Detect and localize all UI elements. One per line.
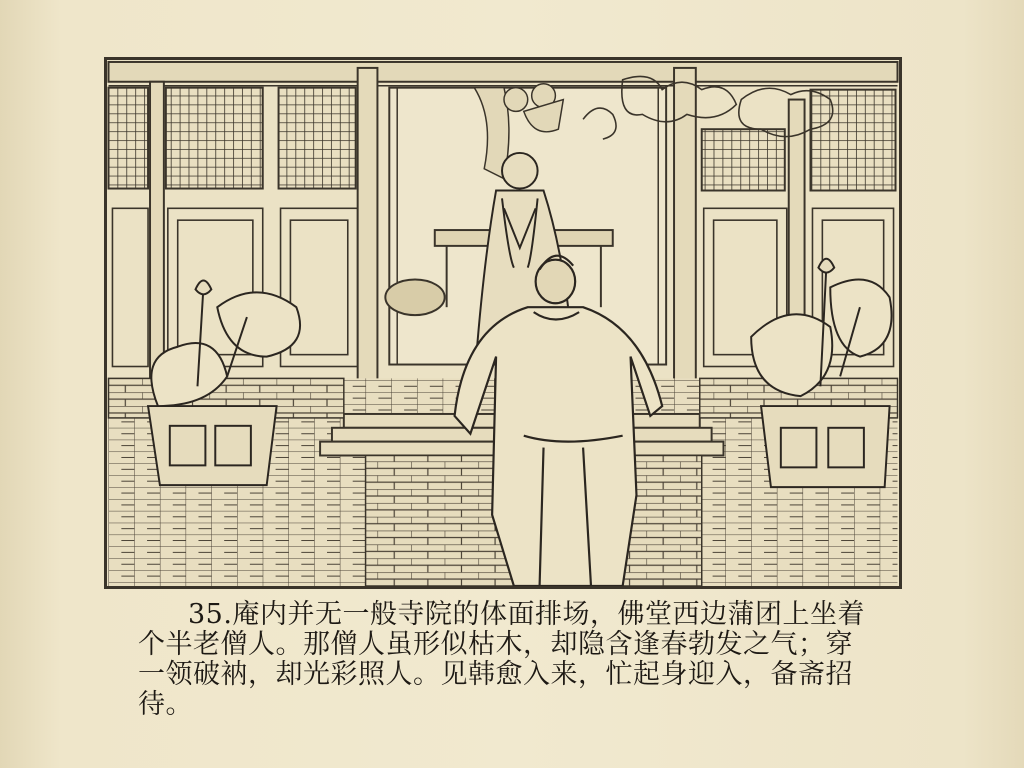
lattice-window-right-2 xyxy=(810,90,895,191)
lattice-window-left-3 xyxy=(279,88,356,189)
caption-line: 一领破衲，却光彩照人。见韩愈入来，忙起身迎入，备斋招 xyxy=(138,659,853,690)
lattice-window-left-2 xyxy=(166,88,263,189)
pillar-left-main xyxy=(358,68,378,414)
roof-beam xyxy=(109,62,898,82)
temple-scene-drawing xyxy=(107,60,899,586)
caption-text xyxy=(138,600,898,720)
illustration-panel xyxy=(104,57,902,589)
lattice-window-right-1 xyxy=(702,129,785,190)
pillar-left-outer xyxy=(150,82,164,379)
caption-line: 待。 xyxy=(138,689,193,720)
caption-line: 个半老僧人。那僧人虽形似枯木，却隐含逢春勃发之气；穿 xyxy=(138,629,853,660)
prayer-cushion xyxy=(385,279,444,315)
lattice-window-left-1 xyxy=(109,88,149,189)
caption-line: 35.庵内并无一般寺院的体面排场，佛堂西边蒲团上坐着 xyxy=(188,599,865,630)
